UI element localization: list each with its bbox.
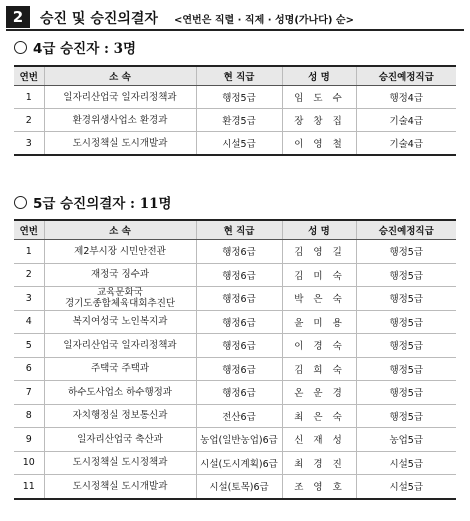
cell-grade: 행정6급: [196, 287, 282, 311]
cell-no: 4: [14, 310, 44, 334]
cell-grade: 농업(일반농업)6급: [196, 428, 282, 452]
subsection-title-main: 4급 승진자: [33, 41, 100, 57]
table-header-row: [14, 66, 456, 86]
table-header-row: [14, 220, 456, 240]
cell-target-grade: 시설5급: [356, 451, 456, 475]
table-row: [14, 357, 456, 381]
cell-name: 김희숙: [282, 357, 356, 381]
cell-grade: 전산6급: [196, 404, 282, 428]
col-header-target-grade: 승진예정직급: [356, 220, 456, 240]
cell-grade: 행정6급: [196, 357, 282, 381]
table-row: [14, 381, 456, 405]
cell-dept: 자치행정실 정보통신과: [44, 404, 196, 428]
cell-name: 신재성: [282, 428, 356, 452]
cell-no: 1: [14, 240, 44, 264]
table-row: [14, 334, 456, 358]
table-row: [14, 475, 456, 499]
col-header-grade: 현 직급: [196, 66, 282, 86]
cell-target-grade: 행정5급: [356, 334, 456, 358]
cell-name: 온운경: [282, 381, 356, 405]
cell-no: 2: [14, 263, 44, 287]
grade4-promotion-table: [14, 65, 456, 156]
cell-no: 10: [14, 451, 44, 475]
cell-name: 장창집: [282, 109, 356, 132]
cell-name: 이영철: [282, 132, 356, 156]
cell-dept: 주택국 주택과: [44, 357, 196, 381]
cell-grade: 행정6급: [196, 381, 282, 405]
cell-grade: 시설(도시계획)6급: [196, 451, 282, 475]
cell-target-grade: 행정5급: [356, 404, 456, 428]
col-header-dept: 소 속: [44, 66, 196, 86]
cell-name: 조영호: [282, 475, 356, 499]
cell-target-grade: 행정4급: [356, 86, 456, 109]
cell-no: 8: [14, 404, 44, 428]
cell-target-grade: 기술4급: [356, 109, 456, 132]
subsection-title-grade5: [14, 192, 172, 212]
cell-dept: 제2부시장 시민안전관: [44, 240, 196, 264]
cell-grade: 행정6급: [196, 334, 282, 358]
grade5-promotion-table: [14, 219, 456, 500]
cell-name: 박은숙: [282, 287, 356, 311]
table-row: [14, 428, 456, 452]
cell-name: 임도수: [282, 86, 356, 109]
subsection-title-count: : 11명: [125, 196, 172, 212]
section-title: 승진 및 승진의결자: [40, 11, 158, 27]
cell-target-grade: 행정5급: [356, 287, 456, 311]
header-underline: [6, 29, 464, 31]
col-header-dept: 소 속: [44, 220, 196, 240]
table-row: [14, 109, 456, 132]
cell-target-grade: 행정5급: [356, 310, 456, 334]
cell-dept: 도시정책실 도시개발과: [44, 132, 196, 156]
table-row: [14, 310, 456, 334]
cell-dept: 도시정책실 도시정책과: [44, 451, 196, 475]
cell-dept: 일자리산업국 일자리정책과: [44, 86, 196, 109]
cell-dept: 도시정책실 도시개발과: [44, 475, 196, 499]
circle-bullet-icon: [14, 41, 27, 54]
circle-bullet-icon: [14, 196, 27, 209]
col-header-name: 성 명: [282, 66, 356, 86]
col-header-no: 연번: [14, 66, 44, 86]
cell-name: 김미숙: [282, 263, 356, 287]
cell-no: 9: [14, 428, 44, 452]
cell-target-grade: 행정5급: [356, 240, 456, 264]
col-header-name: 성 명: [282, 220, 356, 240]
table-row: [14, 404, 456, 428]
col-header-grade: 현 직급: [196, 220, 282, 240]
cell-dept: 복지여성국 노인복지과: [44, 310, 196, 334]
subsection-title-grade4: [14, 37, 136, 57]
cell-target-grade: 행정5급: [356, 381, 456, 405]
cell-no: 6: [14, 357, 44, 381]
col-header-target-grade: 승진예정직급: [356, 66, 456, 86]
cell-grade: 환경5급: [196, 109, 282, 132]
cell-grade: 시설(토목)6급: [196, 475, 282, 499]
table-row: [14, 451, 456, 475]
cell-target-grade: 기술4급: [356, 132, 456, 156]
table-row: [14, 240, 456, 264]
cell-grade: 행정6급: [196, 240, 282, 264]
cell-no: 11: [14, 475, 44, 499]
cell-no: 5: [14, 334, 44, 358]
cell-target-grade: 농업5급: [356, 428, 456, 452]
cell-dept: 환경위생사업소 환경과: [44, 109, 196, 132]
cell-no: 1: [14, 86, 44, 109]
subsection-title-count: : 3명: [99, 41, 137, 57]
ordering-note: <연번은 직렬 · 직제 · 성명(가나다) 순>: [174, 15, 354, 26]
section-number-badge: 2: [6, 6, 30, 28]
col-header-no: 연번: [14, 220, 44, 240]
cell-no: 7: [14, 381, 44, 405]
cell-target-grade: 행정5급: [356, 263, 456, 287]
cell-name: 최은숙: [282, 404, 356, 428]
cell-grade: 행정6급: [196, 263, 282, 287]
cell-dept: 하수도사업소 하수행정과: [44, 381, 196, 405]
section-header: [6, 5, 464, 31]
cell-dept: 교육문화국 경기도종합체육대회추진단: [44, 287, 196, 311]
cell-target-grade: 시설5급: [356, 475, 456, 499]
table-row: [14, 132, 456, 156]
cell-dept: 일자리산업국 축산과: [44, 428, 196, 452]
cell-name: 김영길: [282, 240, 356, 264]
subsection-title-main: 5급 승진의결자: [33, 196, 126, 212]
cell-name: 이경숙: [282, 334, 356, 358]
cell-name: 최경진: [282, 451, 356, 475]
table-row: [14, 287, 456, 311]
cell-grade: 행정5급: [196, 86, 282, 109]
cell-grade: 행정6급: [196, 310, 282, 334]
table-row: [14, 86, 456, 109]
cell-grade: 시설5급: [196, 132, 282, 156]
cell-no: 3: [14, 132, 44, 156]
cell-dept: 일자리산업국 일자리정책과: [44, 334, 196, 358]
cell-no: 3: [14, 287, 44, 311]
cell-no: 2: [14, 109, 44, 132]
cell-target-grade: 행정5급: [356, 357, 456, 381]
cell-name: 윤미용: [282, 310, 356, 334]
table-row: [14, 263, 456, 287]
cell-dept: 재정국 징수과: [44, 263, 196, 287]
